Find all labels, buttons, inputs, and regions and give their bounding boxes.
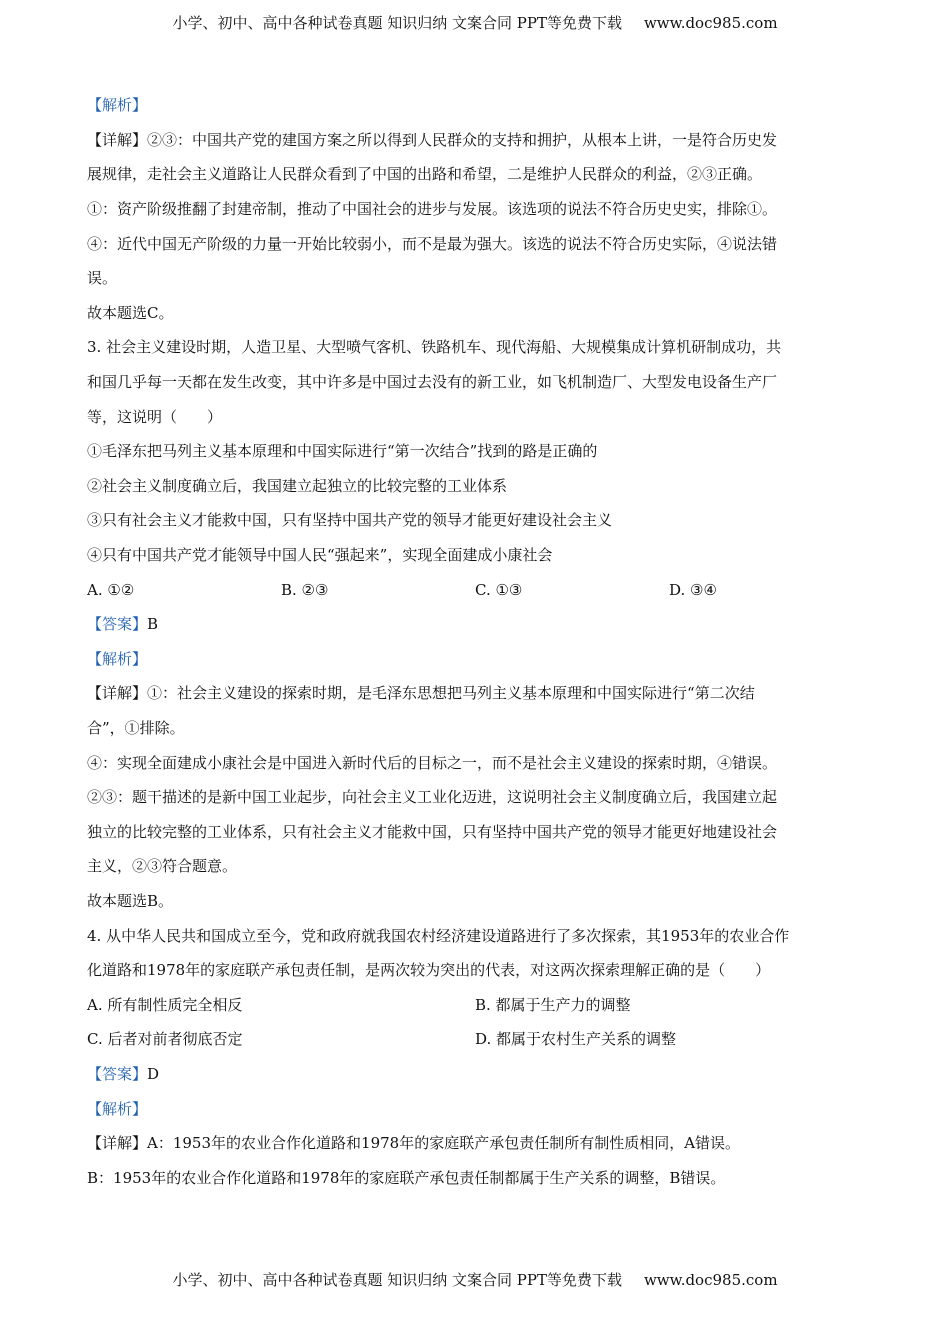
detail-label: 【详解】	[87, 684, 148, 703]
header-site-link[interactable]: www.doc985.com	[643, 14, 778, 32]
option-b: B. ②③	[281, 580, 329, 599]
option-d: D. ③④	[669, 580, 717, 599]
options-row	[87, 572, 863, 607]
answer-label: 【答案】	[87, 615, 148, 634]
footer-text: 小学、初中、高中各种试卷真题 知识归纳 文案合同 PPT等免费下载	[172, 1271, 622, 1289]
analysis-line: 合”，①排除。	[87, 718, 185, 737]
page-footer	[0, 1269, 950, 1290]
analysis-line: ④：实现全面建成小康社会是中国进入新时代后的目标之一，而不是社会主义建设的探索时期，④错误。	[87, 753, 778, 772]
statement-item: ①毛泽东把马列主义基本原理和中国实际进行“第一次结合”找到的路是正确的	[87, 442, 598, 461]
answer-value: D	[147, 1064, 160, 1083]
analysis-line: ④：近代中国无产阶级的力量一开始比较弱小，而不是最为强大。该选的说法不符合历史实际，④说法错	[87, 234, 778, 253]
analysis-line: 独立的比较完整的工业体系，只有社会主义才能救中国，只有坚持中国共产党的领导才能更好地建设社会	[87, 822, 778, 841]
analysis-label: 【解析】	[87, 96, 148, 115]
answer-line	[87, 607, 863, 642]
detail-label: 【详解】	[87, 1134, 148, 1153]
analysis-line: 主义，②③符合题意。	[87, 857, 238, 876]
question-stem-line: 3. 社会主义建设时期，人造卫星、大型喷气客机、铁路机车、现代海船、大规模集成计算机研制成功，共	[87, 338, 782, 357]
detail-label: 【详解】	[87, 130, 148, 149]
analysis-label: 【解析】	[87, 1099, 148, 1118]
statement-item: ②社会主义制度确立后，我国建立起独立的比较完整的工业体系	[87, 476, 508, 495]
header-text: 小学、初中、高中各种试卷真题 知识归纳 文案合同 PPT等免费下载	[172, 14, 622, 32]
answer-line	[87, 1057, 863, 1092]
options-row	[87, 987, 863, 1022]
answer-label: 【答案】	[87, 1064, 148, 1083]
question-stem-line: 和国几乎每一天都在发生改变，其中许多是中国过去没有的新工业，如飞机制造厂、大型发电设备生产厂	[87, 373, 778, 392]
question-stem-line: 4. 从中华人民共和国成立至今，党和政府就我国农村经济建设道路进行了多次探索，其1953年的农业合作	[87, 926, 790, 945]
options-row	[87, 1022, 863, 1057]
statement-item: ④只有中国共产党才能领导中国人民“强起来”，实现全面建成小康社会	[87, 546, 553, 565]
option-d: D. 都属于农村生产关系的调整	[475, 1030, 677, 1049]
analysis-label: 【解析】	[87, 649, 148, 668]
analysis-line: 展规律，走社会主义道路让人民群众看到了中国的出路和希望，二是维护人民群众的利益，②③正确。	[87, 165, 763, 184]
question-stem-line: 化道路和1978年的家庭联产承包责任制，是两次较为突出的代表，对这两次探索理解正确的是（ ）	[87, 961, 771, 980]
analysis-line: 【详解】 ①：社会主义建设的探索时期，是毛泽东思想把马列主义基本原理和中国实际进行“第二次结	[87, 676, 863, 711]
analysis-line: 误。	[87, 269, 118, 288]
question-stem-line: 等，这说明（ ）	[87, 407, 223, 426]
analysis-line: B：1953年的农业合作化道路和1978年的家庭联产承包责任制都属于生产关系的调整，B错误。	[87, 1168, 726, 1187]
conclusion-line: 故本题选B。	[87, 891, 174, 910]
option-c: C. ①③	[475, 580, 523, 599]
page-header	[0, 12, 950, 33]
option-a: A. 所有制性质完全相反	[87, 995, 243, 1014]
document-body	[87, 88, 863, 1195]
option-a: A. ①②	[87, 580, 135, 599]
footer-site-link[interactable]: www.doc985.com	[643, 1271, 778, 1289]
answer-value: B	[147, 615, 159, 634]
option-c: C. 后者对前者彻底否定	[87, 1030, 243, 1049]
analysis-line: ①：资产阶级推翻了封建帝制，推动了中国社会的进步与发展。该选项的说法不符合历史史实，排除①。	[87, 200, 778, 219]
conclusion-line: 故本题选C。	[87, 303, 174, 322]
option-b: B. 都属于生产力的调整	[475, 995, 631, 1014]
analysis-line: ②③：题干描述的是新中国工业起步，向社会主义工业化迈进，这说明社会主义制度确立后，我国建立起	[87, 788, 778, 807]
statement-item: ③只有社会主义才能救中国，只有坚持中国共产党的领导才能更好建设社会主义	[87, 511, 613, 530]
analysis-line: 【详解】 A：1953年的农业合作化道路和1978年的家庭联产承包责任制所有制性质相同，A错误。	[87, 1126, 863, 1161]
analysis-line: 【详解】 ②③：中国共产党的建国方案之所以得到人民群众的支持和拥护，从根本上讲，一是符合历史发	[87, 123, 863, 158]
